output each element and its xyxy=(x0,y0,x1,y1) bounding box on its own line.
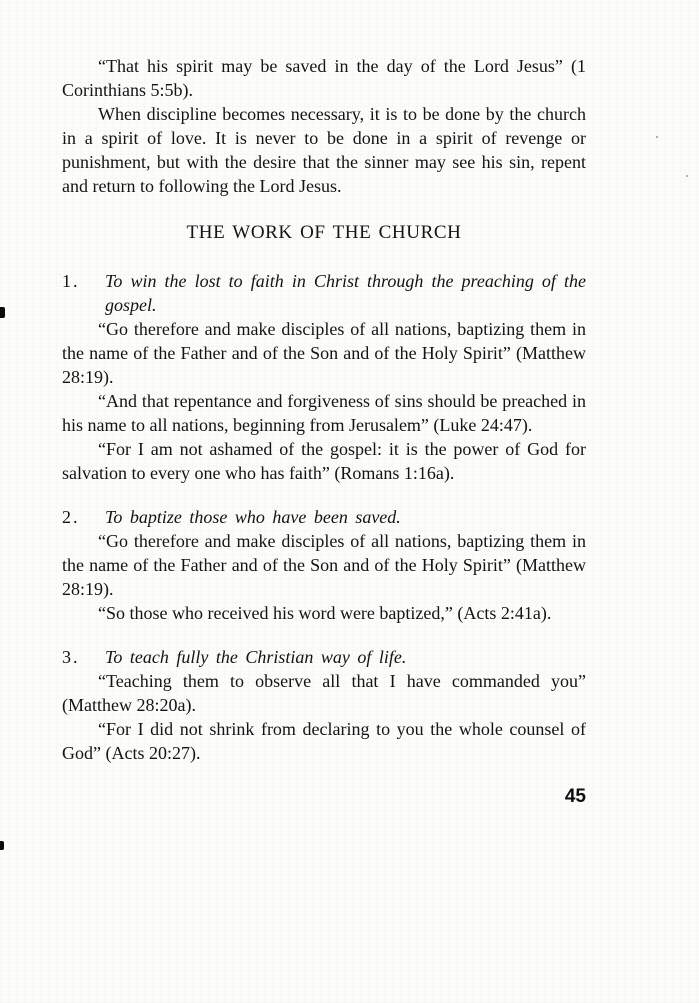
section-heading: THE WORK OF THE CHURCH xyxy=(186,222,462,243)
numbered-item xyxy=(62,505,586,625)
intro-paragraph: When discipline becomes necessary, it is to be done by the church in a spirit of love. It is never to be done in a spirit of revenge or punishment, but with the desire that the sinner may see his sin, repent and return to following the Lord Jesus. xyxy=(62,104,586,196)
item-number: 3. xyxy=(62,647,80,667)
quote-paragraph: “Teaching them to observe all that I have commanded you” (Matthew 28:20a). xyxy=(62,671,586,715)
numbered-item xyxy=(62,645,586,765)
item-lead: To baptize those who have been saved. xyxy=(105,507,401,527)
quote-paragraph: “Go therefore and make disciples of all nations, baptizing them in the name of the Father and of the Son and of the Holy Spirit” (Matthew 28:19). xyxy=(62,319,586,387)
quote-paragraph: “Go therefore and make disciples of all nations, baptizing them in the name of the Father and of the Son and of the Holy Spirit” (Matthew 28:19). xyxy=(62,531,586,599)
item-lead: To teach fully the Christian way of life. xyxy=(105,647,407,667)
quote-paragraph: “So those who received his word were baptized,” (Acts 2:41a). xyxy=(98,603,552,623)
item-number: 1. xyxy=(62,271,80,291)
intro-paragraph: “That his spirit may be saved in the day of the Lord Jesus” (1 Corinthians 5:5b). xyxy=(62,56,586,100)
scan-speck xyxy=(656,136,658,138)
item-heading xyxy=(62,269,586,317)
item-lead: To win the lost to faith in Christ through the preaching of the gospel. xyxy=(105,271,586,315)
scan-speck xyxy=(686,175,688,177)
item-number: 2. xyxy=(62,507,80,527)
numbered-item xyxy=(62,269,586,485)
quote-paragraph: “For I did not shrink from declaring to you the whole counsel of God” (Acts 20:27). xyxy=(62,719,586,763)
quote-paragraph: “And that repentance and forgiveness of sins should be preached in his name to all nations, beginning from Jerusalem” (Luke 24:47). xyxy=(62,391,586,435)
scan-artifact xyxy=(0,307,5,318)
item-heading xyxy=(62,645,586,669)
page-number: 45 xyxy=(564,786,586,807)
quote-paragraph: “For I am not ashamed of the gospel: it is the power of God for salvation to every one who has faith” (Romans 1:16a). xyxy=(62,439,586,483)
scan-artifact xyxy=(0,841,4,850)
item-heading xyxy=(62,505,586,529)
